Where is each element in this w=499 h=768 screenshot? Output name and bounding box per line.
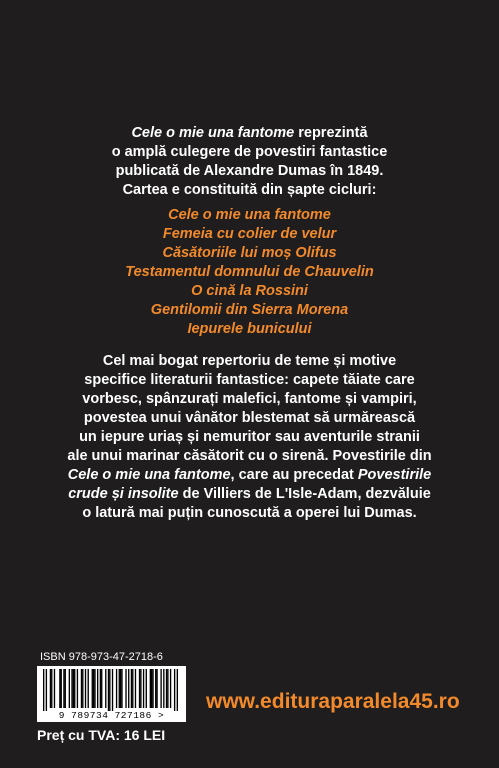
barcode-bar [170, 669, 171, 708]
barcode-bar [135, 669, 136, 708]
intro-line: publicată de Alexandre Dumas în 1849. [115, 163, 384, 179]
barcode-bar [174, 669, 175, 711]
description-line: povestea unui vânător blestemat să urmărească [83, 410, 416, 426]
barcode-bar [125, 669, 126, 708]
barcode-bar [119, 669, 120, 708]
description-line-text: , care au precedat [230, 467, 358, 483]
intro-line: Cartea e constituită din șapte cicluri: [122, 182, 377, 198]
barcode-bar [97, 669, 98, 708]
barcode-bar [140, 669, 141, 708]
barcode-bar [166, 669, 167, 708]
barcode-bar [108, 669, 109, 711]
barcode-bar [139, 669, 140, 708]
barcode-bar [51, 669, 52, 708]
isbn-label: ISBN 978-973-47-2718-6 [40, 651, 163, 663]
barcode-bar [69, 669, 70, 708]
barcode-bar [74, 669, 75, 708]
barcode-bar [152, 669, 153, 708]
description-paragraph [0, 352, 499, 523]
description-line-text: de Villiers de L'Isle-Adam, dezvăluie [178, 486, 431, 502]
barcode-bar [46, 669, 47, 711]
description-line: un iepure uriaș și nemuritor sau aventurile stranii [79, 429, 420, 445]
barcode-bar [100, 669, 101, 708]
barcode-bar [43, 669, 44, 711]
barcode-bar [88, 669, 89, 708]
barcode-bar [50, 669, 51, 708]
barcode-bar [151, 669, 152, 708]
barcode-bar [105, 669, 106, 708]
other-title-inline: Povestirile [357, 467, 432, 483]
intro-line-text: reprezintă [294, 125, 368, 141]
description-line: vorbesc, spânzurați malefici, fantome și vampiri, [82, 391, 417, 407]
book-title-inline: Cele o mie una fantome [131, 125, 295, 141]
other-title-inline: crude și insolite [68, 486, 179, 502]
description-line: specifice literaturii fantastice: capete tăiate care [84, 372, 415, 388]
barcode-bar [59, 669, 60, 708]
barcode-bar [150, 669, 151, 708]
barcode-bar [120, 669, 121, 708]
barcode-bar [93, 669, 94, 708]
barcode-bar [131, 669, 132, 708]
barcode-bar [61, 669, 62, 708]
intro-line [0, 124, 499, 143]
barcode-bar [121, 669, 122, 708]
cycle-item: Iepurele bunicului [187, 321, 312, 337]
barcode-digits: 9 789734 727186 > [58, 710, 165, 721]
barcode-bar [163, 669, 164, 708]
barcode-bar [156, 669, 157, 708]
description-line: o latură mai puțin cunoscută a operei lui Dumas. [82, 505, 417, 521]
barcode-bar [77, 669, 78, 708]
barcode-bar [155, 669, 156, 708]
barcode-bar [143, 669, 144, 708]
book-title-inline: Cele o mie una fantome [67, 467, 231, 483]
barcode-bar [73, 669, 74, 708]
description-line [0, 466, 499, 485]
barcode-bar [116, 669, 117, 708]
barcode-bar [94, 669, 95, 708]
cycle-item: O cină la Rossini [191, 283, 308, 299]
barcode-bar [54, 669, 55, 708]
cycle-item: Cele o mie una fantome [168, 207, 331, 223]
description-line [0, 485, 499, 504]
description-line: ale unui marinar căsătorit cu o sirenă. Povestirile din [67, 448, 432, 464]
cycle-item: Femeia cu colier de velur [162, 226, 337, 242]
barcode-bar [82, 669, 83, 708]
intro-line: o amplă culegere de povestiri fantastice [111, 144, 388, 160]
cycles-list [0, 206, 499, 339]
cycle-item: Căsătoriile lui moș Olifus [162, 245, 337, 261]
barcode-bar [63, 669, 64, 708]
publisher-website: www.edituraparalela45.ro [206, 690, 460, 713]
cycle-item: Gentilomii din Sierra Morena [150, 302, 349, 318]
barcode-bar [128, 669, 129, 708]
barcode-bar [160, 669, 161, 708]
barcode-bar [101, 669, 102, 708]
barcode-bar [146, 669, 147, 708]
barcode-bar [65, 669, 66, 708]
barcode-bar [177, 669, 178, 711]
barcode-bar [112, 669, 113, 711]
description-line: Cel mai bogat repertoriu de teme și motive [102, 353, 397, 369]
barcode-bar [109, 669, 110, 711]
barcode-bar [92, 669, 93, 708]
price-label: Preț cu TVA: 16 LEI [37, 727, 166, 743]
barcode-bar [81, 669, 82, 708]
barcode-bar [132, 669, 133, 708]
barcode-bar [71, 669, 72, 708]
barcode-bar [167, 669, 168, 708]
barcode [37, 666, 186, 722]
intro-paragraph [0, 124, 499, 200]
barcode-bar [85, 669, 86, 708]
cycle-item: Testamentul domnului de Chauvelin [125, 264, 374, 280]
